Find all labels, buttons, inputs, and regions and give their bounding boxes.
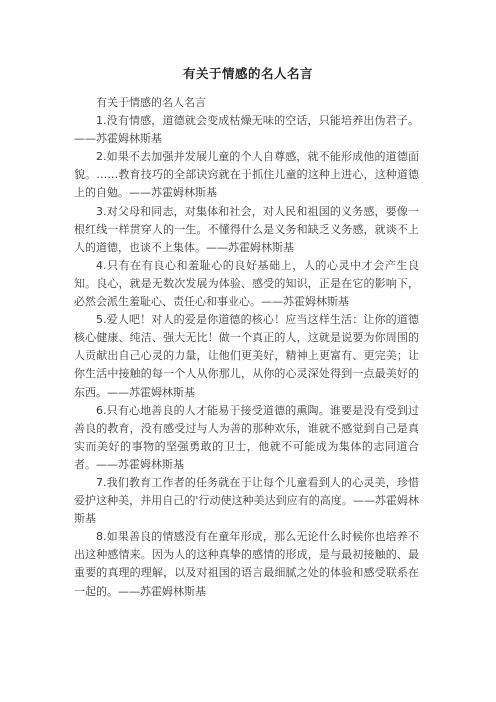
- paragraph-quote-6: 6.只有心地善良的人才能易于接受道德的熏陶。谁要是没有受到过善良的教育，没有感受过与人为善的那种欢乐，谁就不感觉到自己是真实而美好的事物的坚强勇敢的卫士，他就不可能成为集体的志同道合者。——苏霍姆林斯基: [74, 403, 419, 471]
- document-title: 有关于情感的名人名言: [182, 66, 313, 81]
- paragraph-quote-4: 4.只有在有良心和羞耻心的良好基础上，人的心灵中才会产生良知。良心，就是无数次发展为体验、感受的知识，正是在它的影响下，必然会派生羞耻心、责任心和事业心。——苏霍姆林斯基: [74, 258, 419, 309]
- paragraph-quote-7: 7.我们教育工作者的任务就在于让每个儿童看到人的心灵美，珍惜爱护这种美，并用自己的'行动使这种美达到应有的高度。——苏霍姆林斯基: [74, 475, 419, 526]
- paragraph-quote-2: 2.如果不去加强并发展儿童的个人自尊感，就不能形成他的道德面貌。……教育技巧的全部诀窍就在于抓住儿童的这种上进心，这种道德上的自勉。——苏霍姆林斯基: [74, 150, 419, 200]
- document-body: [74, 94, 419, 601]
- paragraph-quote-3: 3.对父母和同志，对集体和社会，对人民和祖国的义务感，要像一根红线一样贯穿人的一生。不懂得什么是义务和缺乏义务感，就谈不上人的道德，也谈不上集体。——苏霍姆林斯基: [74, 204, 419, 254]
- paragraph-intro: 有关于情感的名人名言: [96, 96, 206, 109]
- paragraph-quote-1: 1.没有情感，道德就会变成枯燥无味的空话，只能培养出伪君子。——苏霍姆林斯基: [74, 114, 419, 146]
- paragraph-quote-5: 5.爱人吧！对人的爱是你道德的核心！应当这样生活：让你的道德核心健康、纯洁、强大无比！做一个真正的人，这就是说要为你周围的人贡献出自己心灵的力量，让他们更美好，精神上更富有、更完美；让你生活中接触的每一个人从你那儿，从你的心灵深处得到一点最美好的东西。——苏霍姆林斯基: [74, 313, 419, 399]
- paragraph-quote-8: 8.如果善良的情感没有在童年形成，那么无论什么时候你也培养不出这种感情来。因为人的这种真挚的感情的形成，是与最初接触的、最重要的真理的理解，以及对祖国的语言最细腻之处的体验和感受联系在一起的。——苏霍姆林斯基: [74, 530, 419, 598]
